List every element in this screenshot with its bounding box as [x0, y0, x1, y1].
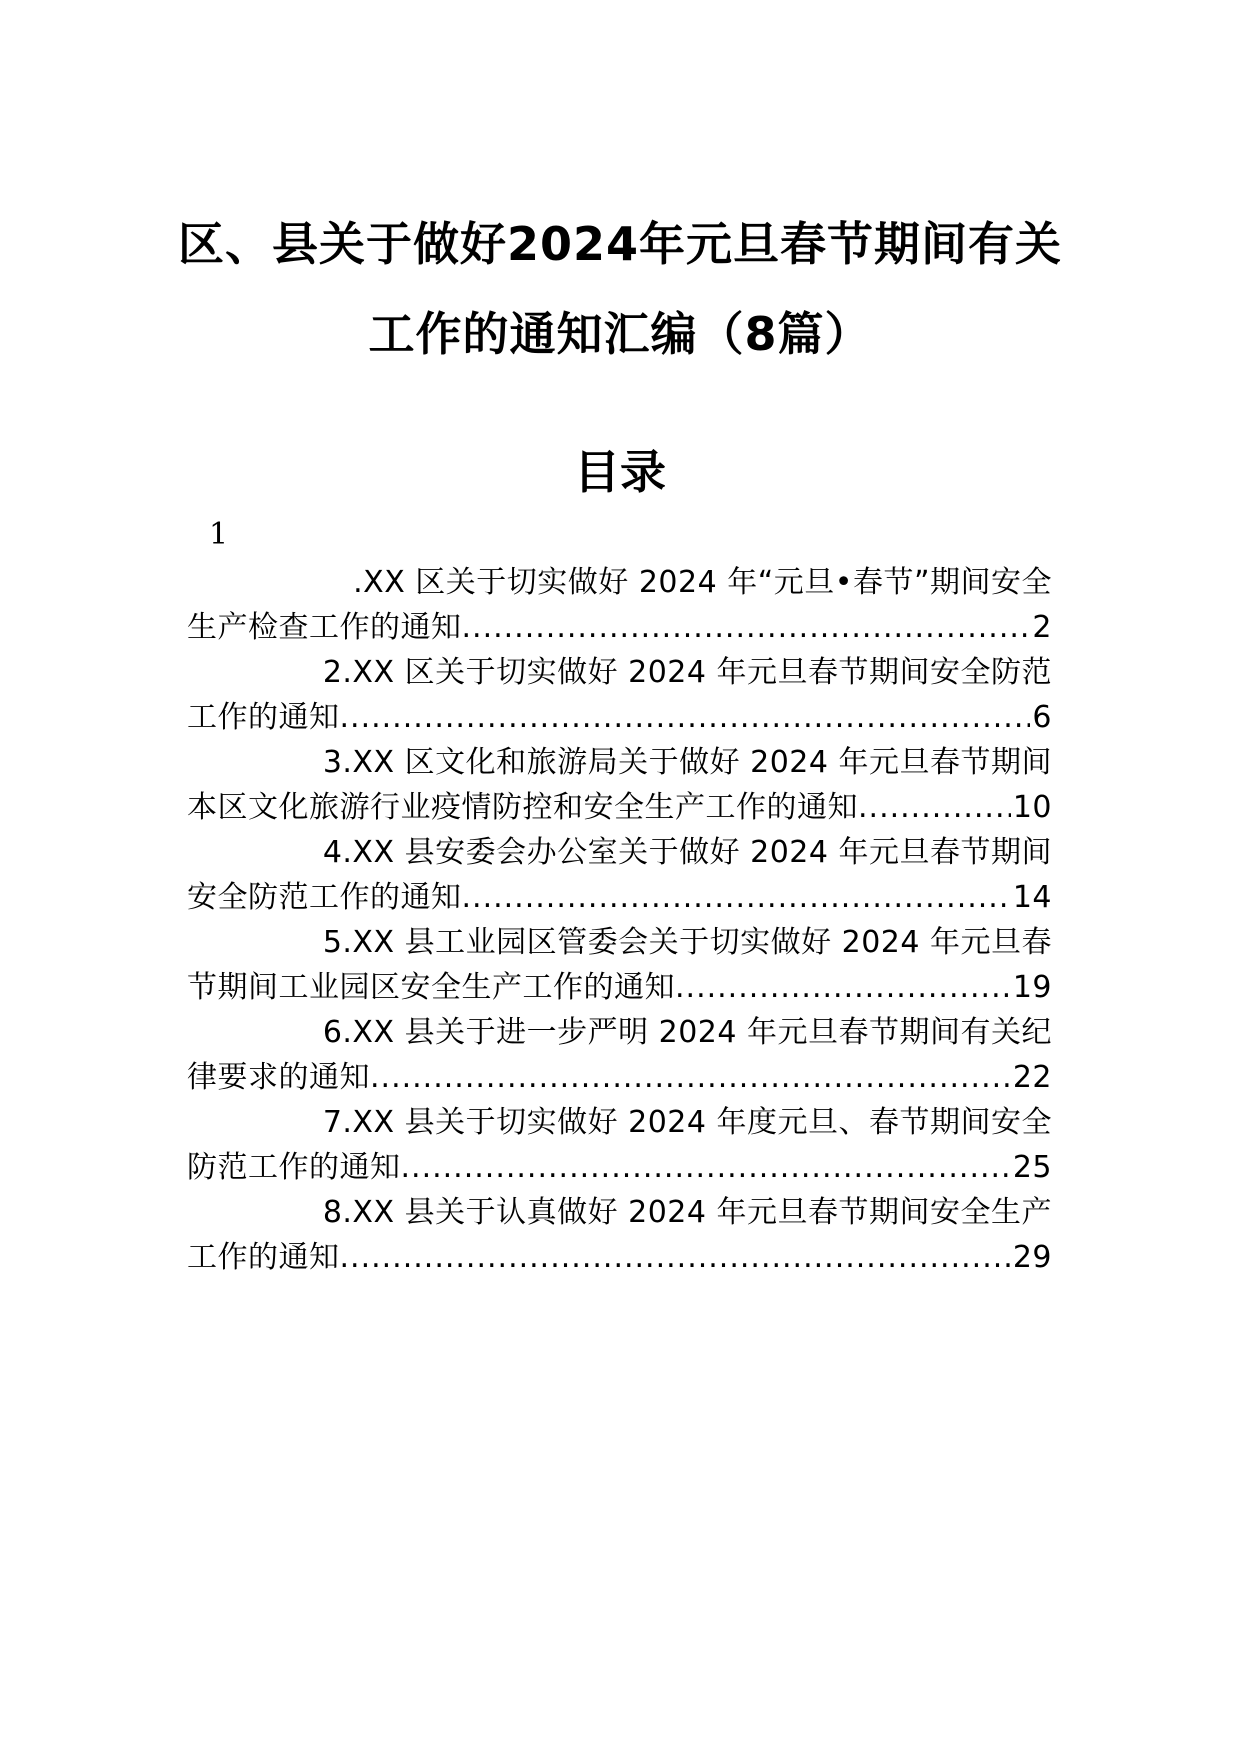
toc-entry-5[interactable] — [187, 920, 1052, 1010]
toc-dot-leader — [858, 785, 1011, 830]
toc-entry-title-line-2: 工作的通知 — [187, 700, 340, 735]
toc-entry-title-line-2: 生产检查工作的通知 — [187, 610, 462, 645]
toc-page-number: 14 — [1012, 880, 1052, 915]
toc-page-number: 22 — [1012, 1060, 1052, 1095]
toc-dot-leader — [370, 1055, 1011, 1100]
toc-entry-6[interactable] — [187, 1010, 1052, 1100]
toc-entry-title-line-1: 7.XX 县关于切实做好 2024 年度元旦、春节期间安全 — [322, 1105, 1052, 1140]
toc-dot-leader — [340, 1235, 1011, 1280]
document-title-line-1: 区、县关于做好2024年元旦春节期间有关 — [177, 217, 1063, 271]
toc-entry-title-line-1: 4.XX 县安委会办公室关于做好 2024 年元旦春节期间 — [322, 835, 1052, 870]
toc-entry-title-line-2: 工作的通知 — [187, 1240, 340, 1275]
document-title-line-2: 工作的通知汇编（8篇） — [368, 307, 872, 361]
toc-dot-leader — [675, 965, 1011, 1010]
toc-page-number: 25 — [1012, 1150, 1052, 1185]
table-of-contents — [187, 560, 1052, 1280]
toc-entry-title-line-2: 安全防范工作的通知 — [187, 880, 462, 915]
toc-entry-title-line-1: 5.XX 县工业园区管委会关于切实做好 2024 年元旦春 — [322, 925, 1052, 960]
toc-dot-leader — [401, 1145, 1011, 1190]
toc-entry-title-line-2: 节期间工业园区安全生产工作的通知 — [187, 970, 675, 1005]
toc-entry-1[interactable] — [187, 560, 1052, 650]
toc-entry-title-line-1: .XX 区关于切实做好 2024 年“元旦•春节”期间安全 — [353, 565, 1052, 600]
toc-heading: 目录 — [574, 445, 666, 499]
toc-entry-4[interactable] — [187, 830, 1052, 920]
toc-dot-leader — [340, 695, 1031, 740]
toc-entry-title-line-1: 6.XX 县关于进一步严明 2024 年元旦春节期间有关纪 — [322, 1015, 1052, 1050]
toc-entry-3[interactable] — [187, 740, 1052, 830]
toc-page-number: 19 — [1012, 970, 1052, 1005]
toc-entry-title-line-1: 8.XX 县关于认真做好 2024 年元旦春节期间安全生产 — [322, 1195, 1052, 1230]
toc-page-number: 10 — [1012, 790, 1052, 825]
toc-page-number: 6 — [1032, 700, 1052, 735]
toc-stray-number: 1 — [209, 517, 229, 552]
toc-dot-leader — [462, 605, 1031, 650]
toc-entry-title-line-1: 2.XX 区关于切实做好 2024 年元旦春节期间安全防范 — [322, 655, 1052, 690]
toc-page-number: 29 — [1012, 1240, 1052, 1275]
toc-dot-leader — [462, 875, 1011, 920]
toc-entry-8[interactable] — [187, 1190, 1052, 1280]
toc-page-number: 2 — [1032, 610, 1052, 645]
toc-entry-title-line-2: 律要求的通知 — [187, 1060, 370, 1095]
toc-entry-7[interactable] — [187, 1100, 1052, 1190]
toc-entry-title-line-1: 3.XX 区文化和旅游局关于做好 2024 年元旦春节期间 — [322, 745, 1052, 780]
toc-entry-title-line-2: 防范工作的通知 — [187, 1150, 401, 1185]
toc-entry-2[interactable] — [187, 650, 1052, 740]
toc-entry-title-line-2: 本区文化旅游行业疫情防控和安全生产工作的通知 — [187, 790, 858, 825]
